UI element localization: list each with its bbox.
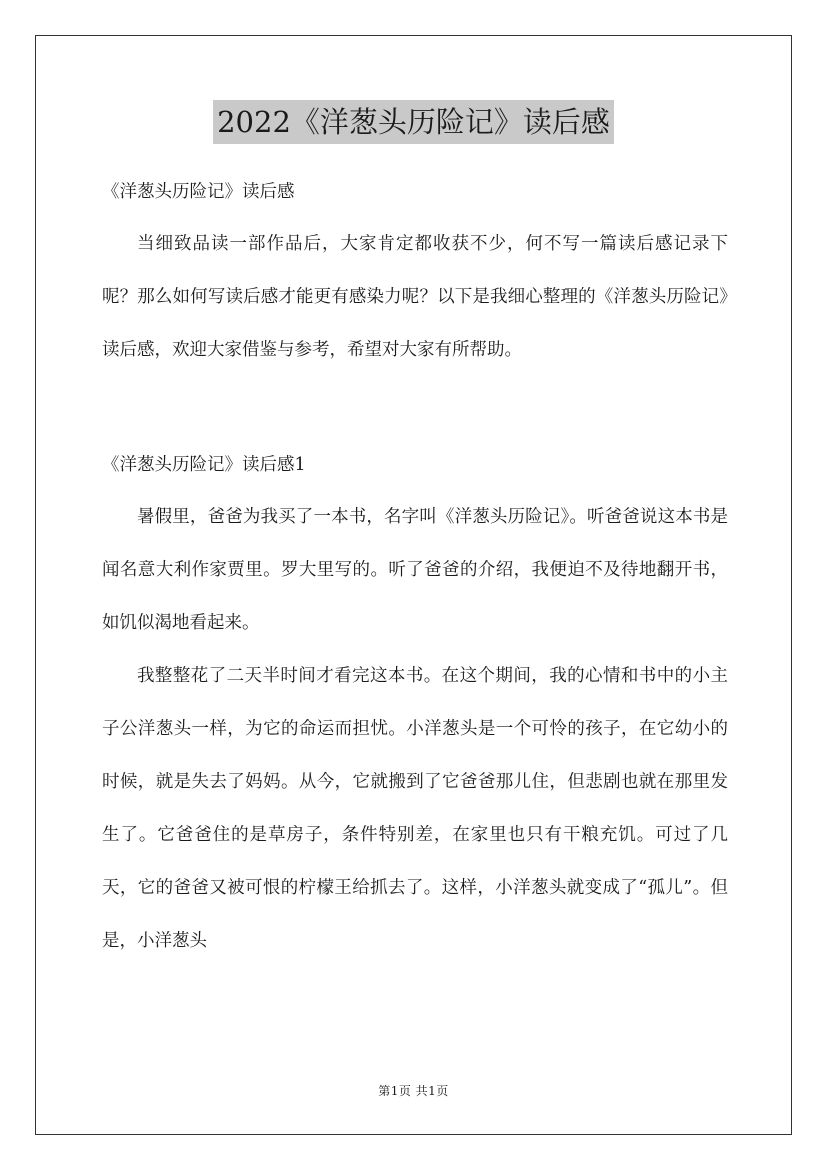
document-title	[0, 100, 827, 144]
document-body	[102, 172, 728, 968]
body-paragraph: 我整整花了二天半时间才看完这本书。在这个期间，我的心情和书中的小主子公洋葱头一样，为它的命运而担忧。小洋葱头是一个可怜的孩子，在它幼小的时候，就是失去了妈妈。从今，它就搬到了它爸爸那儿住，但悲剧也就在那里发生了。它爸爸住的是草房子，条件特别差，在家里也只有干粮充饥。可过了几天，它的爸爸又被可恨的柠檬王给抓去了。这样，小洋葱头就变成了“孤儿”。但是，小洋葱头	[102, 666, 728, 951]
section-heading: 《洋葱头历险记》读后感1	[102, 455, 306, 475]
intro-paragraph: 当细致品读一部作品后，大家肯定都收获不少，何不写一篇读后感记录下呢？那么如何写读后感才能更有感染力呢？以下是我细心整理的《洋葱头历险记》读后感，欢迎大家借鉴与参考，希望对大家有所帮助。	[102, 234, 728, 360]
intro-heading: 《洋葱头历险记》读后感	[102, 182, 295, 202]
document-title-text: 2022《洋葱头历险记》读后感	[213, 100, 614, 144]
body-paragraph: 暑假里，爸爸为我买了一本书，名字叫《洋葱头历险记》。听爸爸说这本书是闻名意大利作家贾里。罗大里写的。听了爸爸的介绍，我便迫不及待地翻开书，如饥似渴地看起来。	[102, 507, 728, 633]
page-number-footer: 第1页 共1页	[378, 1084, 449, 1098]
